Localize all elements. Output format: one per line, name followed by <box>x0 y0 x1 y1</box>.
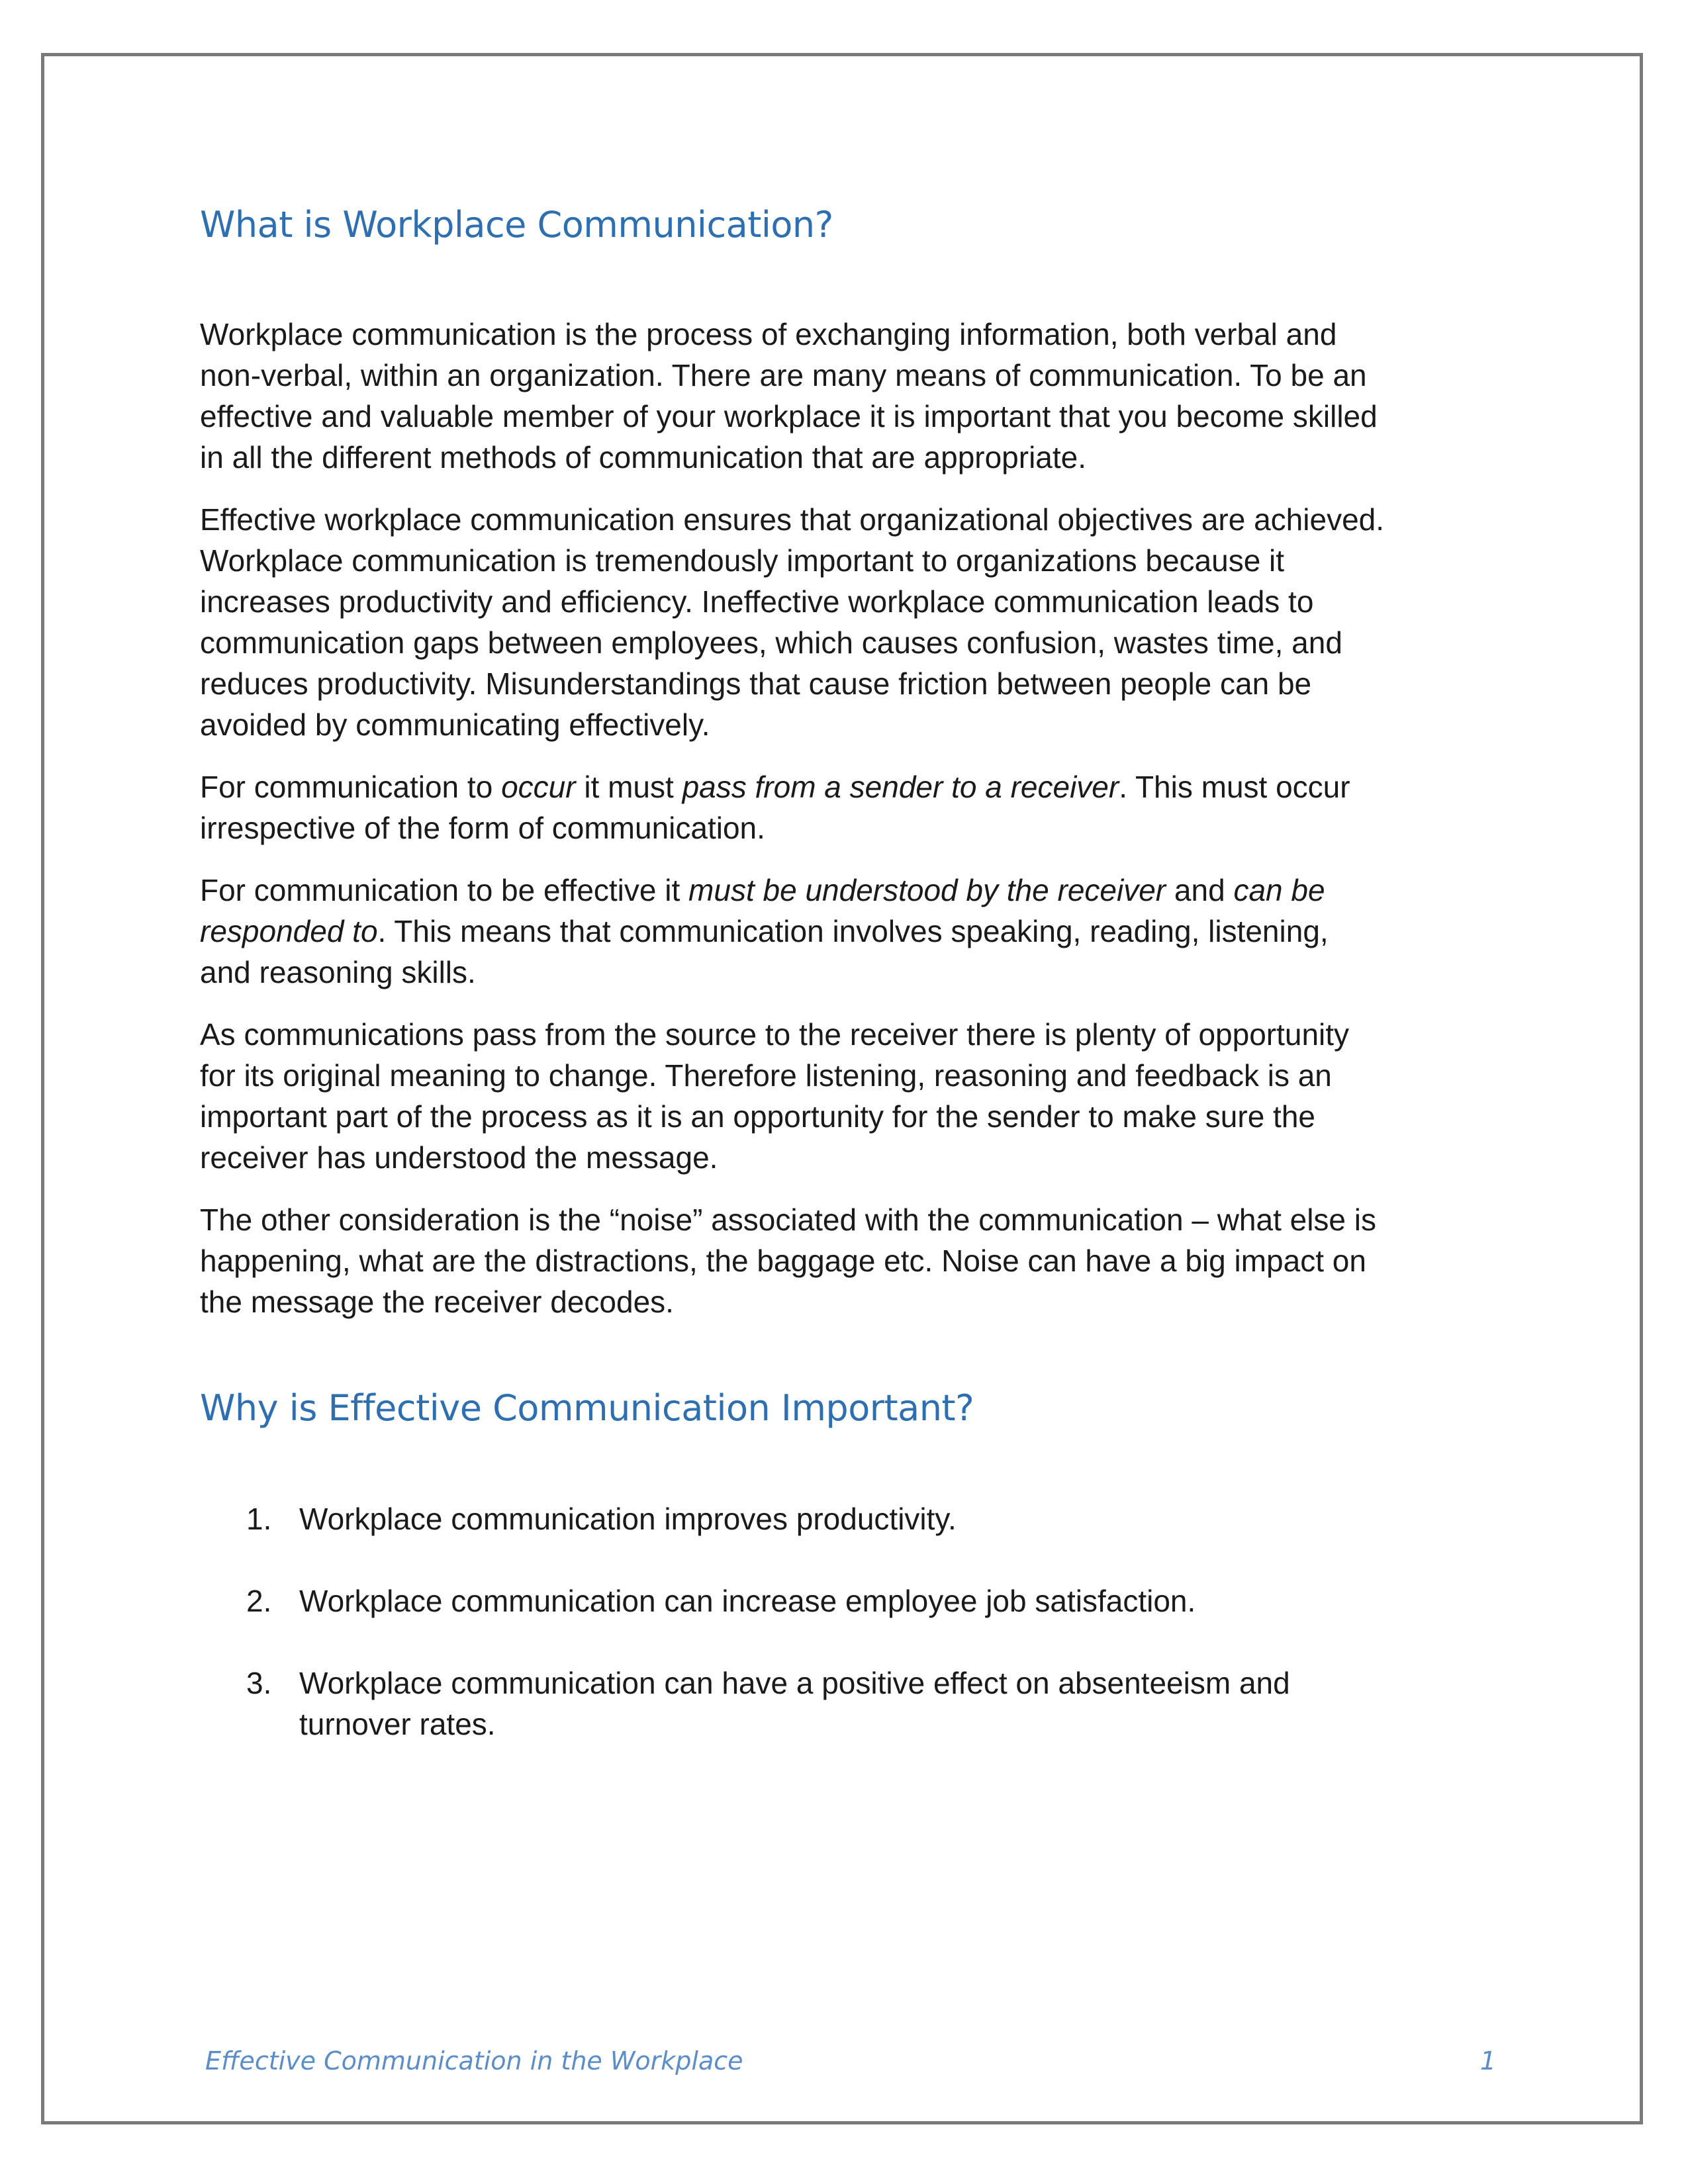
text: and <box>1166 873 1234 907</box>
text: . This must occur irrespective of the form of communication. <box>200 770 1350 845</box>
list-item-text: Workplace communication improves productivity. <box>299 1502 957 1536</box>
page-number: 1 <box>1479 2046 1496 2075</box>
list-number: 1. <box>246 1502 272 1536</box>
paragraph-sender-receiver <box>200 766 1497 848</box>
page-footer <box>205 2046 1496 2075</box>
text: For communication to <box>200 770 502 804</box>
reasons-list <box>200 1498 1497 1745</box>
document-body <box>200 199 1497 1786</box>
paragraph-noise: The other consideration is the “noise” associated with the communication – what else is happening, what are the distractions, the baggage etc. Noise can have a big impact on the message the receiver decodes. <box>200 1203 1377 1319</box>
paragraph-definition: Workplace communication is the process of exchanging information, both verbal and non-verbal, within an organization. There are many means of communication. To be an effective and valuable member of your workplace it is important that you become skilled in all the different methods of communication that are appropriate. <box>200 317 1378 475</box>
section-heading-why-important: Why is Effective Communication Important? <box>200 1387 974 1429</box>
italic-text: must be understood by the receiver <box>688 873 1166 907</box>
text: it must <box>575 770 682 804</box>
list-item <box>200 1580 1497 1621</box>
section-heading-what-is: What is Workplace Communication? <box>200 204 833 246</box>
list-item <box>200 1498 1497 1539</box>
list-item <box>200 1662 1497 1745</box>
paragraph-effective-communication: Effective workplace communication ensures that organizational objectives are achieved. Workplace communication is tremendously important to organizations because it increases productivity and efficiency. Ineffective workplace communication leads to communication gaps between employees, which causes confusion, wastes time, and reduces productivity. Misunderstandings that cause friction between people can be avoided by communicating effectively. <box>200 502 1385 742</box>
italic-text: occur <box>501 770 576 804</box>
list-number: 3. <box>246 1666 272 1700</box>
text: . This means that communication involves speaking, reading, listening, and reasoning skills. <box>200 914 1329 989</box>
paragraph-meaning-change: As communications pass from the source to the receiver there is plenty of opportunity for its original meaning to change. Therefore listening, reasoning and feedback is an important part of the process as it is an opportunity for the sender to make sure the receiver has understood the message. <box>200 1017 1350 1175</box>
list-item-text: Workplace communication can increase employee job satisfaction. <box>299 1584 1196 1618</box>
text: For communication to be effective it <box>200 873 689 907</box>
italic-text: can be responded to <box>200 873 1325 948</box>
italic-text: pass from a sender to a receiver <box>682 770 1119 804</box>
paragraph-understood <box>200 870 1497 993</box>
list-number: 2. <box>246 1584 272 1618</box>
list-item-text: Workplace communication can have a positive effect on absenteeism and turnover rates. <box>299 1666 1290 1741</box>
footer-title: Effective Communication in the Workplace <box>205 2046 743 2075</box>
